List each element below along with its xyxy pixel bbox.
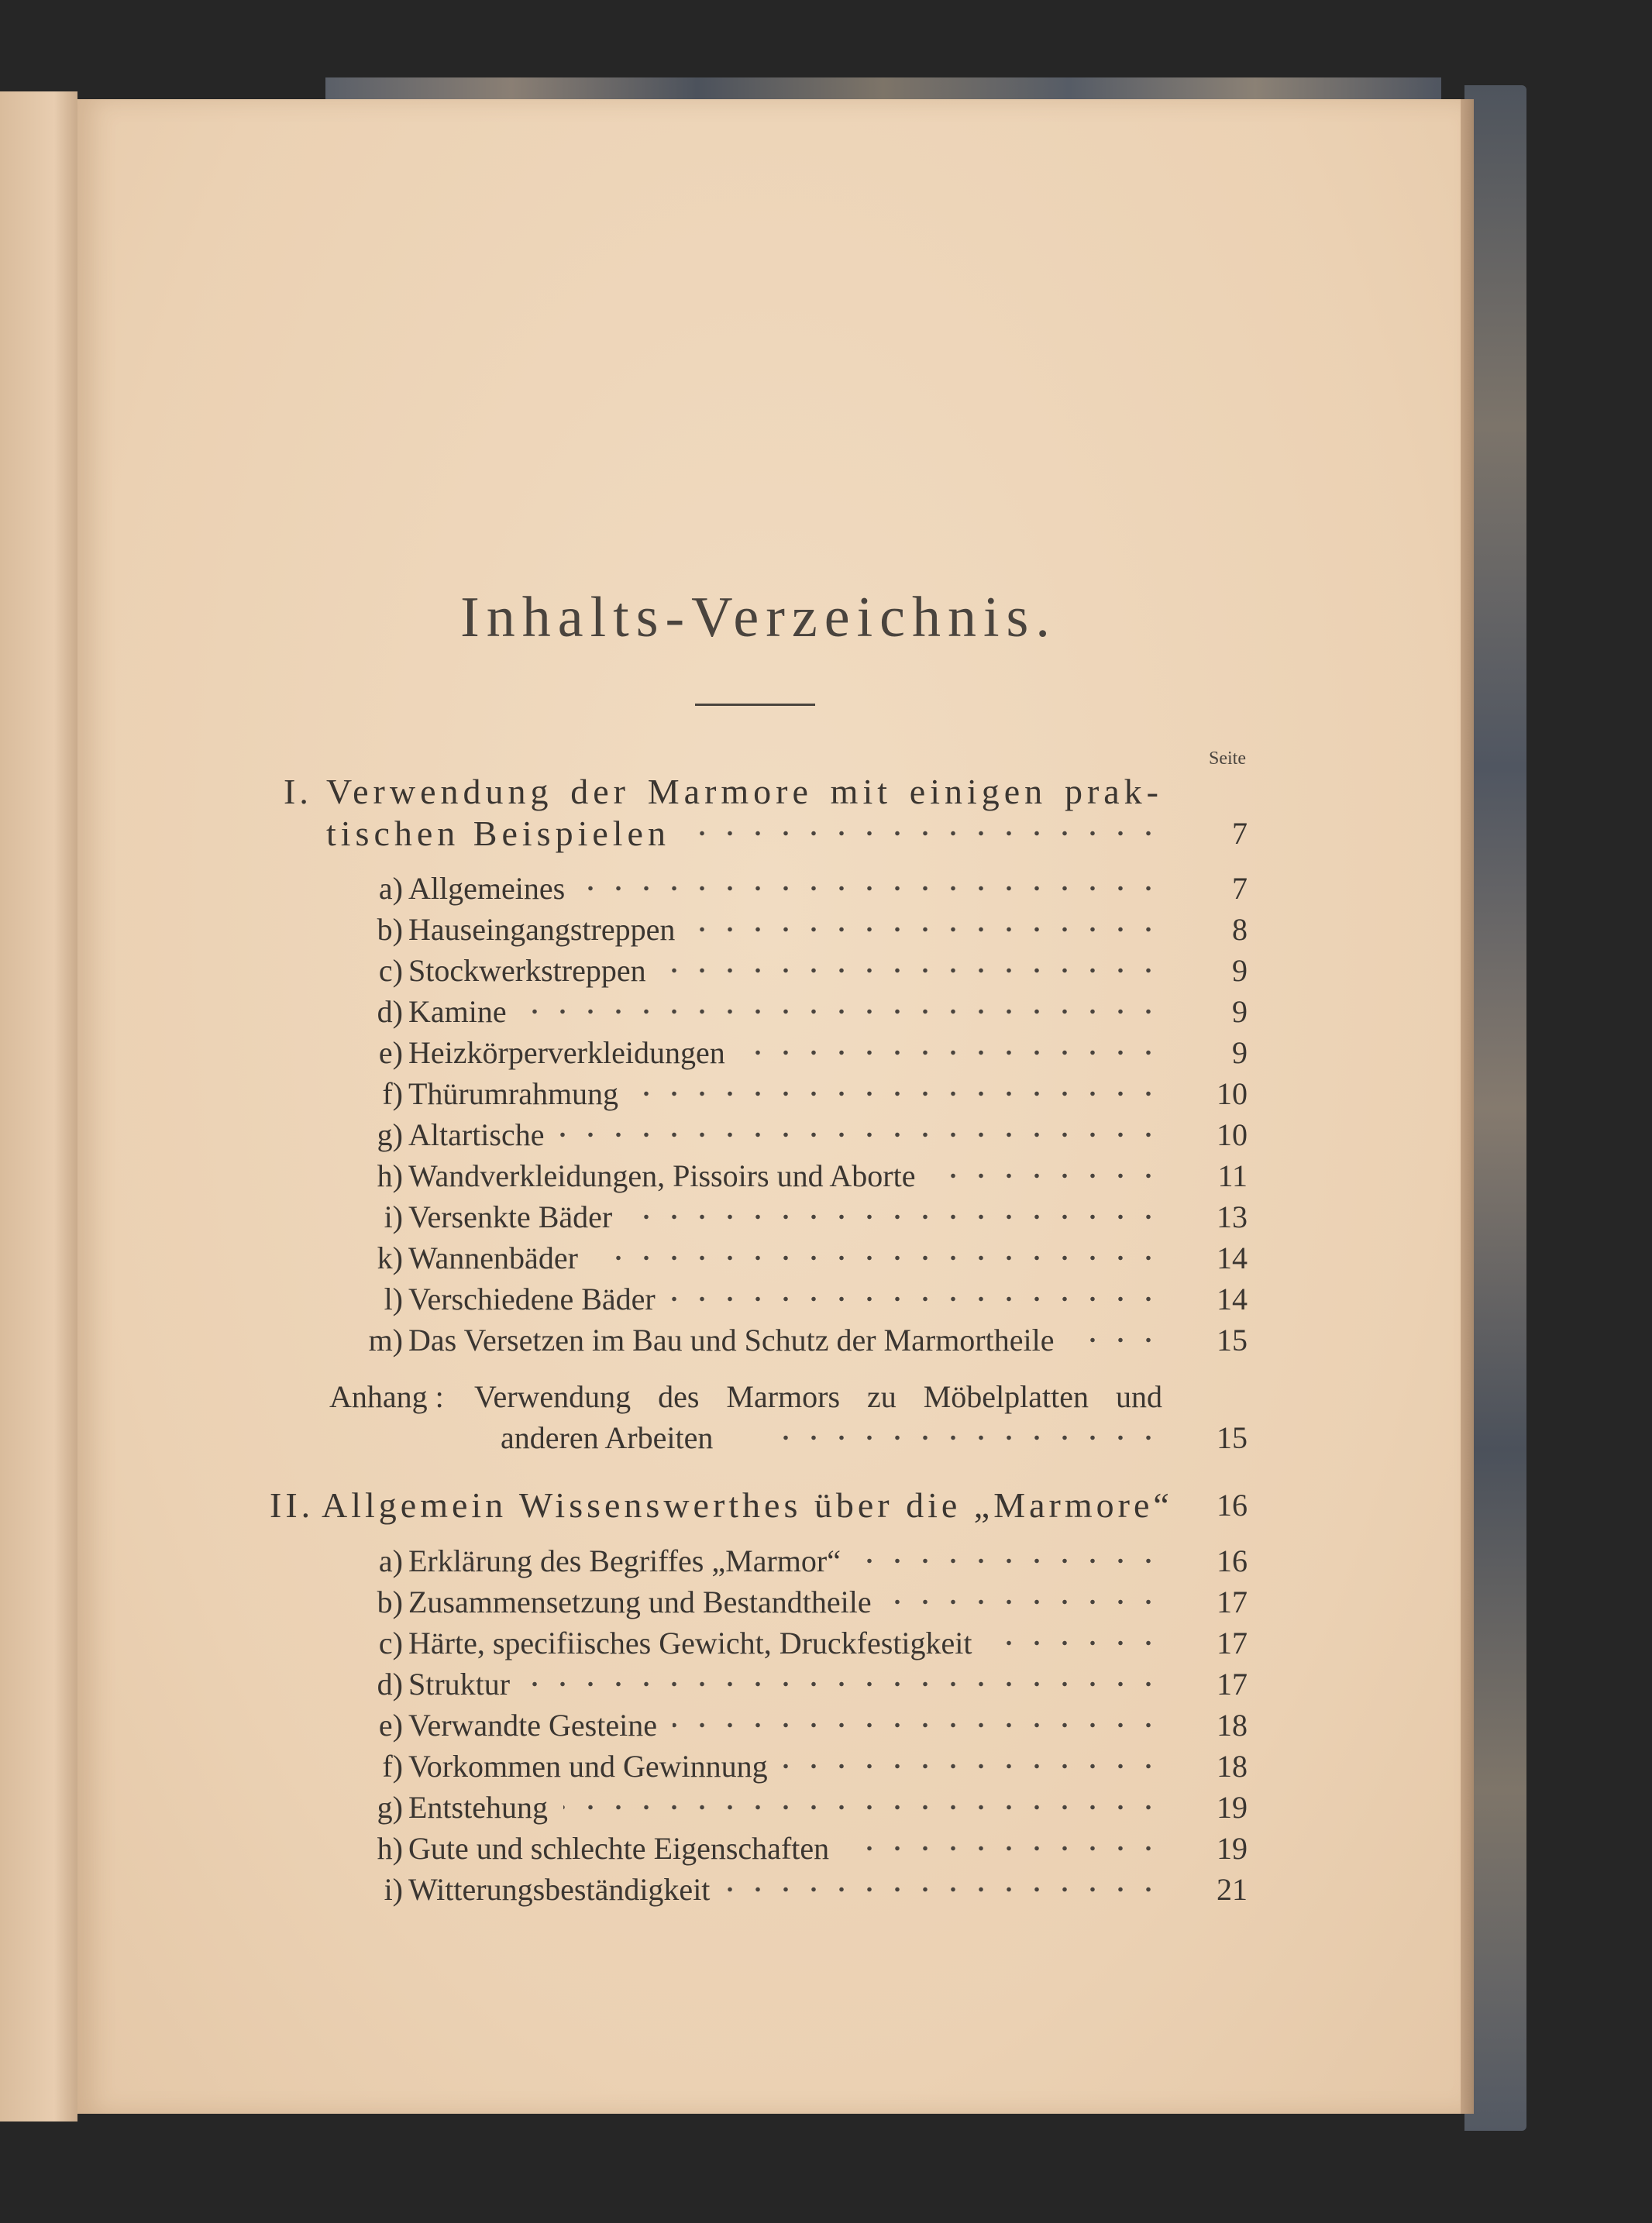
entry-letter: e) — [378, 1035, 403, 1070]
page-number: 9 — [1232, 953, 1248, 988]
dot-leader — [662, 950, 1162, 991]
entry-letter: l) — [384, 1282, 403, 1316]
page-title: Inhalts-Verzeichnis. — [460, 586, 1057, 649]
dot-leader — [634, 1073, 1162, 1114]
section-1-heading — [0, 771, 1248, 812]
dot-leader — [580, 868, 1162, 909]
toc-entry — [0, 1196, 1248, 1237]
entry-label: Verwandte Gesteine — [408, 1708, 657, 1743]
toc-entry — [0, 1237, 1248, 1278]
entry-letter: i) — [384, 1872, 403, 1907]
toc-entry — [0, 868, 1248, 909]
entry-letter: i) — [384, 1199, 403, 1234]
section-title: Allgemein Wissenswerthes über die „Marmore“ — [322, 1485, 1173, 1525]
toc-entry — [0, 1869, 1248, 1910]
title-rule — [695, 704, 815, 706]
page-number: 8 — [1232, 912, 1248, 947]
entry-letter: c) — [378, 953, 403, 988]
page-number: 18 — [1217, 1749, 1248, 1784]
entry-letter: g) — [377, 1117, 403, 1152]
page-number: 10 — [1217, 1076, 1248, 1111]
entry-letter: h) — [377, 1831, 403, 1866]
toc-entry — [0, 1623, 1248, 1664]
dot-leader — [767, 1417, 1162, 1458]
entry-label: Wannenbäder — [408, 1241, 578, 1275]
entry-label: Witterungsbeständigkeit — [408, 1872, 711, 1907]
page-number: 16 — [1217, 1543, 1248, 1578]
entry-label: Allgemeines — [408, 871, 566, 906]
entry-label: Erklärung des Begriffes „Marmor“ — [408, 1543, 841, 1578]
toc-entry — [0, 1664, 1248, 1705]
page-number: 17 — [1217, 1585, 1248, 1619]
entry-letter: f) — [382, 1076, 403, 1111]
appendix-text-line2: anderen Arbeiten — [501, 1420, 714, 1455]
dot-leader — [1069, 1320, 1162, 1361]
entry-label: Verschiedene Bäder — [408, 1282, 656, 1316]
section-1-heading-line2 — [0, 813, 1248, 854]
marbled-cover-right — [1464, 85, 1526, 2131]
toc-entry — [0, 1787, 1248, 1828]
entry-label: Kamine — [408, 994, 507, 1029]
dot-leader — [690, 909, 1162, 950]
entry-label: Stockwerkstreppen — [408, 953, 646, 988]
page-number: 9 — [1232, 994, 1248, 1029]
toc-entry — [0, 1581, 1248, 1623]
dot-leader — [887, 1581, 1162, 1623]
page-number: 9 — [1232, 1035, 1248, 1070]
page-number: 13 — [1217, 1199, 1248, 1234]
page-number: 19 — [1217, 1831, 1248, 1866]
entry-label: Gute und schlechte Eigenschaften — [408, 1831, 830, 1866]
page-number: 18 — [1217, 1708, 1248, 1743]
page-number: 15 — [1217, 1420, 1248, 1455]
entry-label: Das Versetzen im Bau und Schutz der Marmortheile — [408, 1323, 1055, 1358]
section-title-line2: tischen Beispielen — [326, 814, 670, 853]
toc-entry — [0, 1540, 1248, 1581]
dot-leader — [690, 813, 1162, 854]
entry-label: Altartische — [408, 1117, 545, 1152]
section-title-line1: Verwendung der Marmore mit einigen prak- — [326, 772, 1163, 811]
page-column-label: Seite — [1209, 748, 1246, 769]
entry-letter: d) — [377, 994, 403, 1029]
page-number: 17 — [1217, 1626, 1248, 1660]
toc-entry — [0, 991, 1248, 1032]
page-number: 19 — [1217, 1790, 1248, 1825]
entry-label: Struktur — [408, 1667, 511, 1702]
entry-letter: a) — [378, 1543, 403, 1578]
dot-leader — [783, 1746, 1162, 1787]
entry-label: Entstehung — [408, 1790, 548, 1825]
entry-label: Härte, specifiisches Gewicht, Druckfestigkeit — [408, 1626, 972, 1660]
toc-entry — [0, 1278, 1248, 1320]
page-number: 17 — [1217, 1667, 1248, 1702]
entry-label: Heizkörperverkleidungen — [408, 1035, 725, 1070]
toc-entry — [0, 950, 1248, 991]
entry-label: Hauseingangstreppen — [408, 912, 676, 947]
dot-leader — [594, 1237, 1162, 1278]
entry-letter: b) — [377, 1585, 403, 1619]
entry-letter: g) — [377, 1790, 403, 1825]
entry-letter: b) — [377, 912, 403, 947]
section-2-heading — [0, 1485, 1248, 1526]
toc-entry — [0, 1073, 1248, 1114]
toc-entry — [0, 1155, 1248, 1196]
toc-entry — [0, 909, 1248, 950]
entry-letter: k) — [377, 1241, 403, 1275]
dot-leader — [671, 1278, 1162, 1320]
entry-label: Thürumrahmung — [408, 1076, 619, 1111]
toc-entry — [0, 1320, 1248, 1361]
page-number: 14 — [1217, 1282, 1248, 1316]
dot-leader — [522, 991, 1162, 1032]
page-number: 15 — [1217, 1323, 1248, 1358]
dot-leader — [628, 1196, 1162, 1237]
section-number: I. — [284, 772, 312, 811]
entry-letter: d) — [377, 1667, 403, 1702]
appendix-prefix: Anhang : — [329, 1379, 444, 1414]
page-number: 14 — [1217, 1241, 1248, 1275]
toc-entry — [0, 1746, 1248, 1787]
toc-entry — [0, 1828, 1248, 1869]
dot-leader — [563, 1787, 1162, 1828]
entry-label: Zusammensetzung und Bestandtheile — [408, 1585, 872, 1619]
dot-leader — [725, 1869, 1162, 1910]
entry-letter: f) — [382, 1749, 403, 1784]
page-number: 11 — [1217, 1158, 1248, 1193]
dot-leader — [845, 1828, 1162, 1869]
appendix-line2 — [0, 1417, 1248, 1458]
dot-leader — [988, 1623, 1162, 1664]
entry-letter: h) — [377, 1158, 403, 1193]
dot-leader — [560, 1114, 1162, 1155]
entry-letter: a) — [378, 871, 403, 906]
dot-leader — [856, 1540, 1162, 1581]
entry-letter: c) — [378, 1626, 403, 1660]
entry-label: Wandverkleidungen, Pissoirs und Aborte — [408, 1158, 916, 1193]
entry-letter: m) — [368, 1323, 403, 1358]
toc-entry — [0, 1114, 1248, 1155]
toc-entry — [0, 1705, 1248, 1746]
toc-entry — [0, 1032, 1248, 1073]
page-number: 21 — [1217, 1872, 1248, 1907]
section-number: II. — [270, 1485, 315, 1525]
dot-leader — [673, 1705, 1162, 1746]
page-number: 7 — [1232, 871, 1248, 906]
entry-label: Vorkommen und Gewinnung — [408, 1749, 768, 1784]
dot-leader — [931, 1155, 1162, 1196]
entry-letter: e) — [378, 1708, 403, 1743]
entry-label: Versenkte Bäder — [408, 1199, 613, 1234]
page-number: 7 — [1232, 816, 1248, 851]
page-number: 10 — [1217, 1117, 1248, 1152]
appendix-text-line1: Verwendung des Marmors zu Möbelplatten und — [474, 1379, 1162, 1414]
page-number: 16 — [1217, 1488, 1248, 1523]
dot-leader — [741, 1032, 1162, 1073]
dot-leader — [525, 1664, 1162, 1705]
appendix-line1 — [0, 1376, 1248, 1417]
